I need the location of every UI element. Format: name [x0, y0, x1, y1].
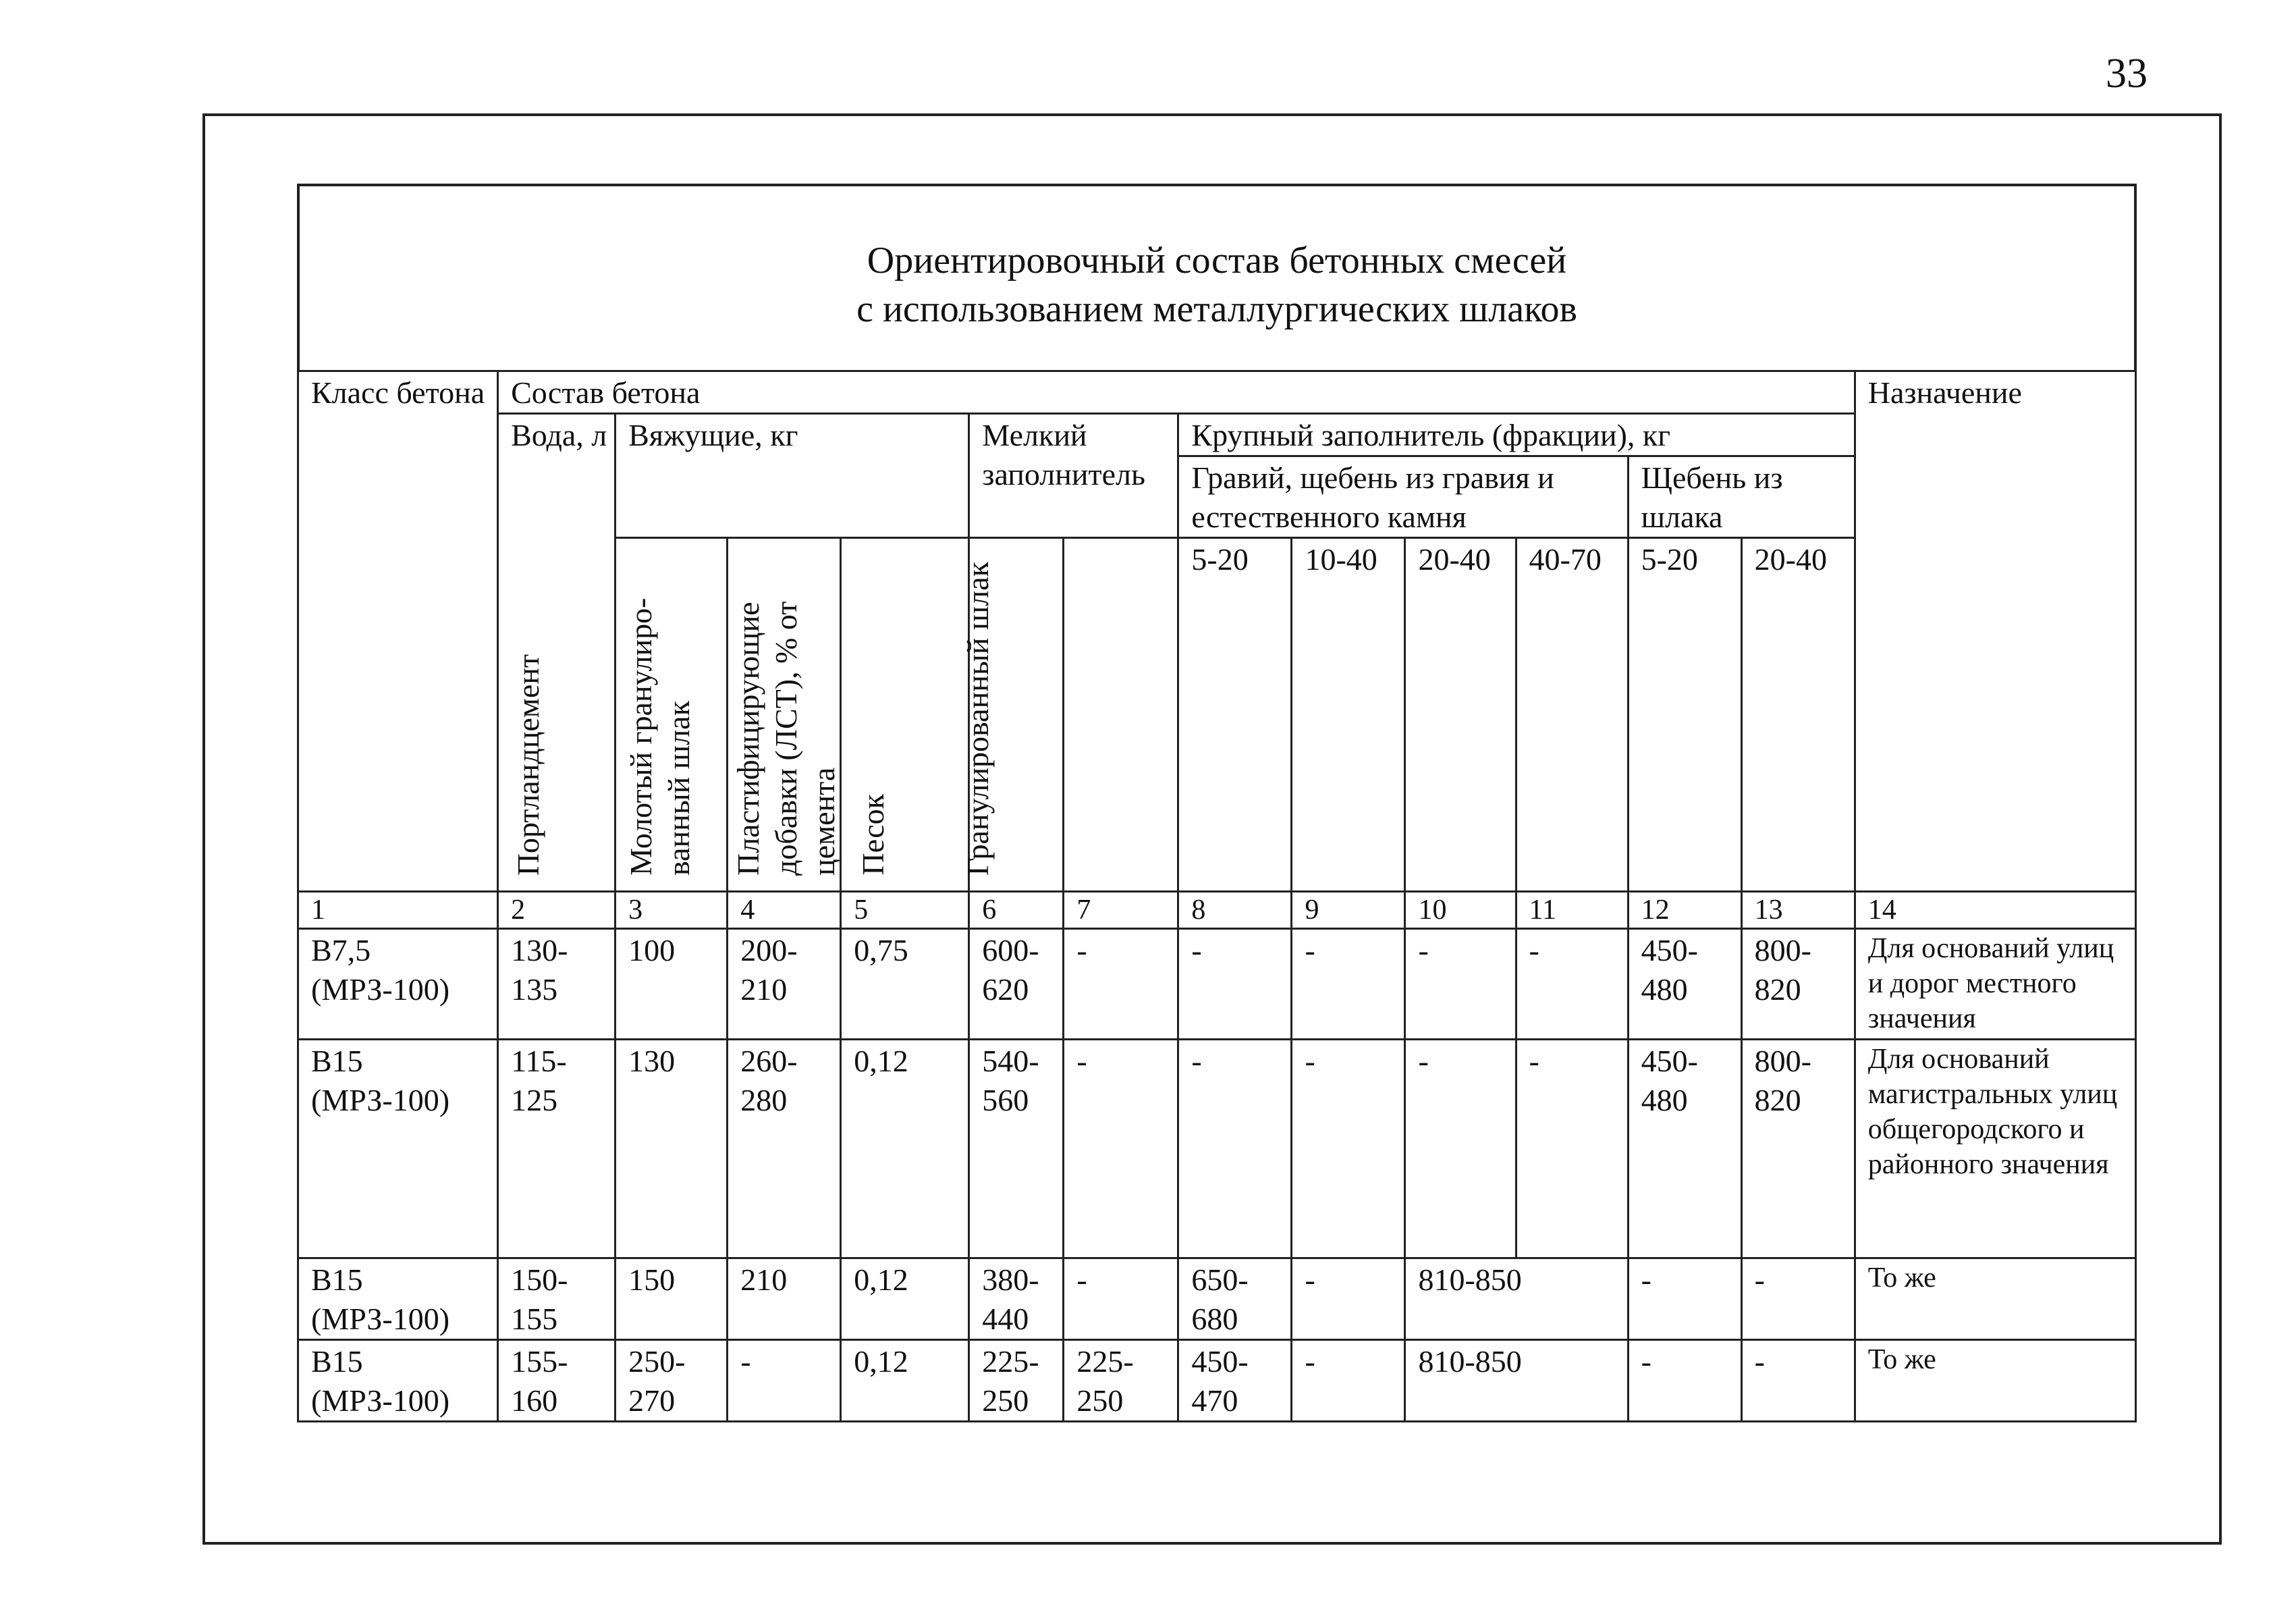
fraction-20-40: 20-40 — [1405, 538, 1516, 892]
cell-portland: 250-270 — [616, 1340, 728, 1422]
fraction-slag-5-20: 5-20 — [1628, 538, 1741, 892]
cell-portland: 150 — [616, 1258, 728, 1340]
column-number-row — [298, 892, 2136, 929]
cell-f40-70: - — [1516, 929, 1628, 1040]
cell-pesok: 540-560 — [969, 1040, 1064, 1258]
col-num: 11 — [1516, 892, 1628, 929]
page-number: 33 — [2106, 51, 2148, 97]
cell-f10-40: - — [1292, 929, 1405, 1040]
col-num: 7 — [1064, 892, 1178, 929]
cell-s5-20: - — [1628, 1258, 1741, 1340]
cell-f5-20: 650-680 — [1178, 1258, 1292, 1340]
cell-portland: 100 — [616, 929, 728, 1040]
cell-plastif: 0,12 — [841, 1340, 969, 1422]
cell-klass: В15 (МРЗ-100) — [298, 1040, 498, 1258]
cell-s5-20: - — [1628, 1340, 1741, 1422]
cell-molotyy: 200-210 — [728, 929, 841, 1040]
header-pesok: Песок — [969, 538, 1064, 892]
cell-f40-70: - — [1516, 1040, 1628, 1258]
title-line-2: с использованием металлургических шлаков — [856, 288, 1577, 330]
col-num: 3 — [616, 892, 728, 929]
col-num: 4 — [728, 892, 841, 929]
cell-purpose: Для оснований магистральных улиц общегородского и районного значения — [1855, 1040, 2135, 1258]
cell-pesok: 380-440 — [969, 1258, 1064, 1340]
fraction-5-20: 5-20 — [1178, 538, 1292, 892]
col-num: 13 — [1741, 892, 1855, 929]
header-voda: Вода, л — [498, 414, 616, 892]
cell-granul: - — [1064, 1258, 1178, 1340]
col-num: 14 — [1855, 892, 2135, 929]
col-num: 9 — [1292, 892, 1405, 929]
cell-granul: 225-250 — [1064, 1340, 1178, 1422]
cell-klass: В15 (МРЗ-100) — [298, 1340, 498, 1422]
col-num: 12 — [1628, 892, 1741, 929]
cell-f10-40: - — [1292, 1340, 1405, 1422]
fraction-40-70: 40-70 — [1516, 538, 1628, 892]
concrete-mix-table — [297, 370, 2137, 1422]
header-vyazhushie: Вяжущие, кг — [616, 414, 969, 538]
cell-purpose: То же — [1855, 1258, 2135, 1340]
col-num: 6 — [969, 892, 1064, 929]
cell-plastif: 0,12 — [841, 1258, 969, 1340]
header-klass: Класс бетона — [298, 371, 498, 892]
cell-f20-40: - — [1405, 929, 1516, 1040]
cell-molotyy: 210 — [728, 1258, 841, 1340]
table-row — [298, 929, 2136, 1040]
cell-portland: 130 — [616, 1040, 728, 1258]
header-melkiy: Мелкий заполнитель — [969, 414, 1178, 538]
header-plastif: Пластифицирующие добавки (ЛСТ), % от цемента — [841, 538, 969, 892]
cell-plastif: 0,75 — [841, 929, 969, 1040]
header-krupnyy: Крупный заполнитель (фракции), кг — [1178, 414, 1855, 456]
cell-f5-20: - — [1178, 1040, 1292, 1258]
cell-purpose: Для оснований улиц и дорог местного значения — [1855, 929, 2135, 1040]
header-shcheben-shlak: Щебень из шлака — [1628, 456, 1855, 538]
fraction-slag-20-40: 20-40 — [1741, 538, 1855, 892]
cell-pesok: 600-620 — [969, 929, 1064, 1040]
col-num: 8 — [1178, 892, 1292, 929]
cell-klass: В7,5 (МРЗ-100) — [298, 929, 498, 1040]
header-portland: Портландцемент — [616, 538, 728, 892]
cell-plastif: 0,12 — [841, 1040, 969, 1258]
table-row — [298, 1040, 2136, 1258]
cell-purpose: То же — [1855, 1340, 2135, 1422]
cell-pesok: 225-250 — [969, 1340, 1064, 1422]
col-num: 10 — [1405, 892, 1516, 929]
cell-molotyy: - — [728, 1340, 841, 1422]
cell-f20-70: 810-850 — [1405, 1340, 1628, 1422]
cell-f20-40: - — [1405, 1040, 1516, 1258]
col-num: 2 — [498, 892, 616, 929]
cell-s20-40: 800-820 — [1741, 929, 1855, 1040]
table-title — [297, 184, 2137, 370]
cell-s5-20: 450-480 — [1628, 929, 1741, 1040]
cell-voda: 150-155 — [498, 1258, 616, 1340]
cell-granul: - — [1064, 1040, 1178, 1258]
header-graviy: Гравий, щебень из гравия и естественного камня — [1178, 456, 1628, 538]
table-row — [298, 1340, 2136, 1422]
header-naznachenie: Назначение — [1855, 371, 2135, 892]
cell-s5-20: 450-480 — [1628, 1040, 1741, 1258]
cell-f5-20: - — [1178, 929, 1292, 1040]
cell-f10-40: - — [1292, 1258, 1405, 1340]
header-granul: Гранулированный шлак — [1064, 538, 1178, 892]
cell-klass: В15 (МРЗ-100) — [298, 1258, 498, 1340]
cell-s20-40: - — [1741, 1258, 1855, 1340]
cell-f20-70: 810-850 — [1405, 1258, 1628, 1340]
cell-voda: 115-125 — [498, 1040, 616, 1258]
fraction-10-40: 10-40 — [1292, 538, 1405, 892]
col-num: 5 — [841, 892, 969, 929]
title-line-1: Ориентировочный состав бетонных смесей — [867, 240, 1567, 282]
header-molotyy: Молотый гранулиро-ванный шлак — [728, 538, 841, 892]
cell-molotyy: 260-280 — [728, 1040, 841, 1258]
cell-voda: 155-160 — [498, 1340, 616, 1422]
header-sostav: Состав бетона — [498, 371, 1855, 414]
table-row — [298, 1258, 2136, 1340]
cell-s20-40: - — [1741, 1340, 1855, 1422]
col-num: 1 — [298, 892, 498, 929]
cell-f5-20: 450-470 — [1178, 1340, 1292, 1422]
cell-s20-40: 800-820 — [1741, 1040, 1855, 1258]
cell-granul: - — [1064, 929, 1178, 1040]
cell-voda: 130-135 — [498, 929, 616, 1040]
cell-f10-40: - — [1292, 1040, 1405, 1258]
